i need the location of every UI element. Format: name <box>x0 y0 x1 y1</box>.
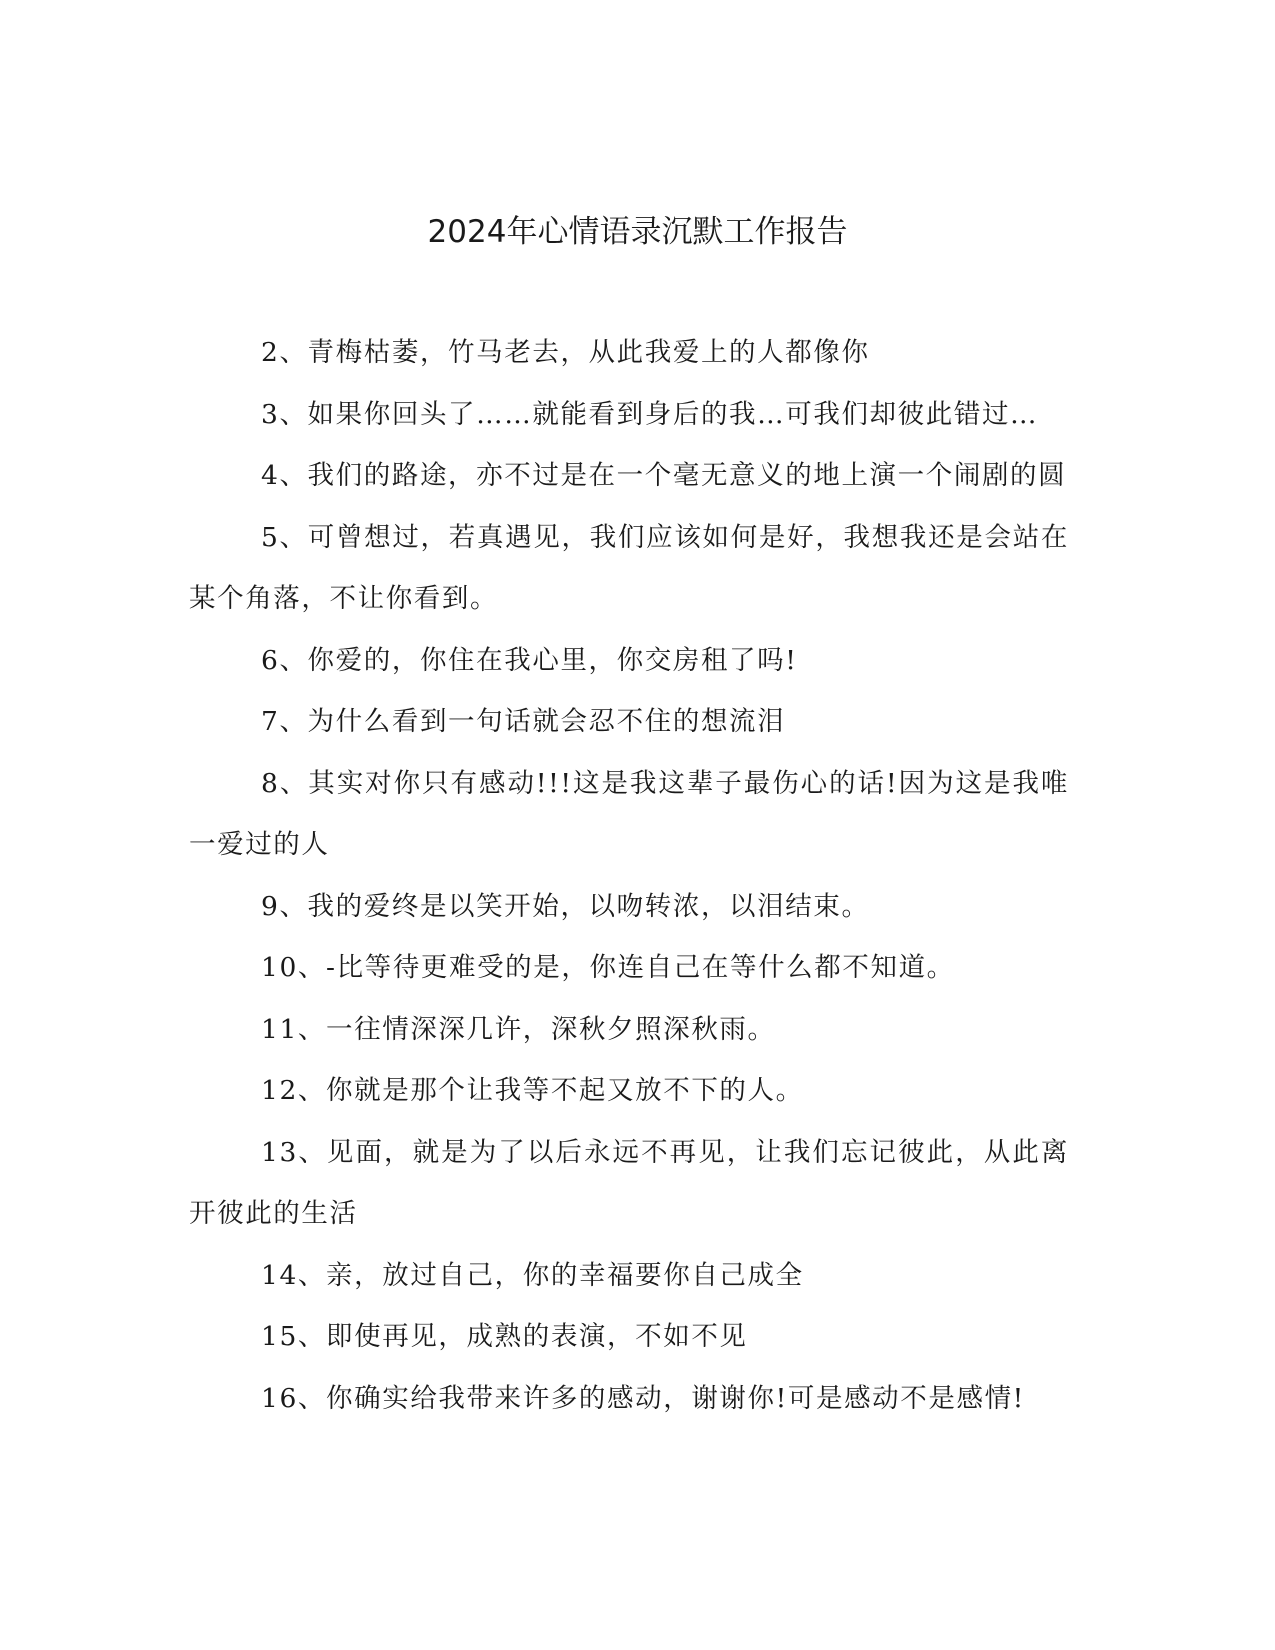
paragraph-10: 10、-比等待更难受的是，你连自己在等什么都不知道。 <box>261 952 955 983</box>
paragraph-11: 11、一往情深深几许，深秋夕照深秋雨。 <box>261 1013 776 1045</box>
paragraph-6: 6、你爱的，你住在我心里，你交房租了吗! <box>261 644 798 676</box>
paragraph-3: 3、如果你回头了……就能看到身后的我…可我们却彼此错过… <box>261 398 1039 430</box>
paragraph-2: 2、青梅枯萎，竹马老去，从此我爱上的人都像你 <box>261 337 870 368</box>
paragraph-13: 13、见面，就是为了以后永远不再见，让我们忘记彼此，从此离开彼此的生活 <box>189 1136 1069 1229</box>
document-title: 2024年心情语录沉默工作报告 <box>427 214 848 250</box>
paragraph-14: 14、亲，放过自己，你的幸福要你自己成全 <box>261 1259 804 1291</box>
paragraph-4: 4、我们的路途，亦不过是在一个毫无意义的地上演一个闹剧的圆 <box>261 460 1067 491</box>
paragraph-12: 12、你就是那个让我等不起又放不下的人。 <box>261 1075 804 1106</box>
paragraph-9: 9、我的爱终是以笑开始，以吻转浓，以泪结束。 <box>261 890 870 922</box>
paragraph-16: 16、你确实给我带来许多的感动，谢谢你!可是感动不是感情! <box>261 1382 1025 1414</box>
paragraph-5: 5、可曾想过，若真遇见，我们应该如何是好，我想我还是会站在某个角落，不让你看到。 <box>189 521 1069 614</box>
paragraph-15: 15、即使再见，成熟的表演，不如不见 <box>261 1321 748 1352</box>
paragraph-8: 8、其实对你只有感动!!!这是我这辈子最伤心的话!因为这是我唯一爱过的人 <box>189 767 1069 860</box>
document-body <box>189 322 1069 1429</box>
paragraph-7: 7、为什么看到一句话就会忍不住的想流泪 <box>261 706 786 737</box>
